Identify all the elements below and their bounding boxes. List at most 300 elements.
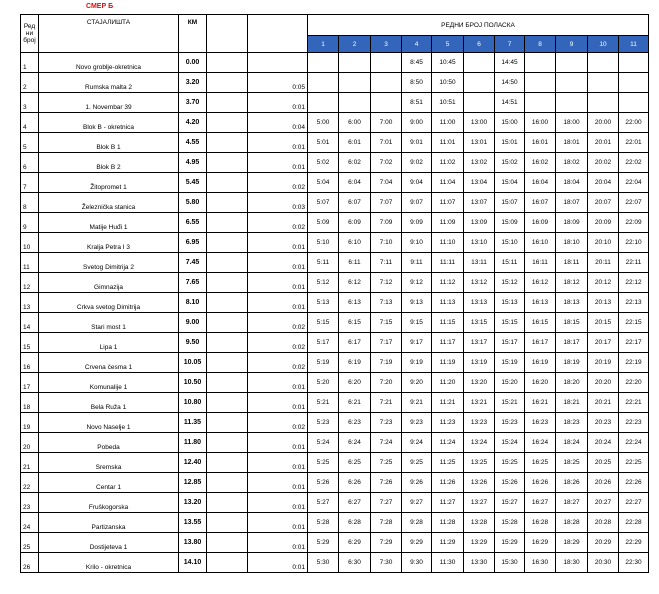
timetable — [20, 14, 649, 573]
departure-time: 7:15 — [371, 313, 402, 333]
header-blank-time — [207, 15, 248, 53]
row-number: 25 — [21, 533, 39, 553]
departure-time: 11:09 — [432, 213, 464, 233]
departure-time: 11:02 — [432, 153, 464, 173]
departure-number-header: 6 — [464, 36, 495, 53]
row-number: 20 — [21, 433, 39, 453]
departure-time: 16:29 — [525, 533, 556, 553]
row-number: 10 — [21, 233, 39, 253]
departure-time: 9:15 — [402, 313, 432, 333]
departure-time: 13:24 — [464, 433, 495, 453]
departure-time: 6:15 — [339, 313, 371, 333]
table-row — [21, 393, 649, 413]
departure-time: 16:12 — [525, 273, 556, 293]
departure-time: 6:09 — [339, 213, 371, 233]
departure-time: 20:07 — [588, 193, 619, 213]
departure-time: 11:12 — [432, 273, 464, 293]
departure-time: 5:01 — [308, 133, 339, 153]
departure-time: 15:19 — [495, 353, 525, 373]
departure-time: 22:24 — [619, 433, 649, 453]
table-row — [21, 73, 649, 93]
departure-time: 22:00 — [619, 113, 649, 133]
travel-interval: 0:01 — [248, 273, 308, 293]
departure-time: 16:27 — [525, 493, 556, 513]
stop-name: Fruškogorska — [39, 493, 179, 513]
departure-time: 18:00 — [556, 113, 588, 133]
departure-time: 13:29 — [464, 533, 495, 553]
blank-cell — [207, 553, 248, 573]
departure-time: 7:17 — [371, 333, 402, 353]
departure-time: 7:12 — [371, 273, 402, 293]
departure-time: 11:24 — [432, 433, 464, 453]
departure-time: 20:19 — [588, 353, 619, 373]
travel-interval: 0:01 — [248, 493, 308, 513]
departure-time: 18:28 — [556, 513, 588, 533]
departure-time: 6:26 — [339, 473, 371, 493]
departure-time: 11:13 — [432, 293, 464, 313]
departure-time: 20:23 — [588, 413, 619, 433]
departure-time: 16:01 — [525, 133, 556, 153]
travel-interval: 0:01 — [248, 233, 308, 253]
departure-time: 18:30 — [556, 553, 588, 573]
departure-time: 9:26 — [402, 473, 432, 493]
blank-cell — [207, 173, 248, 193]
departure-time: 13:00 — [464, 113, 495, 133]
departure-time: 5:15 — [308, 313, 339, 333]
row-number: 4 — [21, 113, 39, 133]
stop-name: 1. Novembar 39 — [39, 93, 179, 113]
departure-time: 7:00 — [371, 113, 402, 133]
stop-name: Centar 1 — [39, 473, 179, 493]
departure-time: 18:17 — [556, 333, 588, 353]
departure-time: 15:25 — [495, 453, 525, 473]
departure-time — [308, 93, 339, 113]
departure-time: 15:12 — [495, 273, 525, 293]
departure-time — [464, 93, 495, 113]
departure-time: 22:30 — [619, 553, 649, 573]
departure-time: 13:27 — [464, 493, 495, 513]
departure-time: 16:15 — [525, 313, 556, 333]
departure-time: 11:04 — [432, 173, 464, 193]
departure-time: 20:21 — [588, 393, 619, 413]
row-number: 14 — [21, 313, 39, 333]
departure-time — [339, 93, 371, 113]
departure-time: 11:26 — [432, 473, 464, 493]
departure-time: 9:28 — [402, 513, 432, 533]
stop-name: Crkva svetog Dimitrija — [39, 293, 179, 313]
blank-cell — [207, 153, 248, 173]
departure-time — [339, 53, 371, 73]
departure-time: 15:26 — [495, 473, 525, 493]
departure-time: 13:23 — [464, 413, 495, 433]
departure-time: 20:17 — [588, 333, 619, 353]
travel-interval — [248, 53, 308, 73]
departure-time: 22:02 — [619, 153, 649, 173]
departure-time: 13:25 — [464, 453, 495, 473]
departure-time: 20:09 — [588, 213, 619, 233]
departure-time: 22:21 — [619, 393, 649, 413]
departure-time: 20:27 — [588, 493, 619, 513]
table-row — [21, 233, 649, 253]
departure-time: 22:10 — [619, 233, 649, 253]
departure-time: 22:09 — [619, 213, 649, 233]
departure-time: 13:15 — [464, 313, 495, 333]
blank-cell — [207, 313, 248, 333]
departure-time: 11:30 — [432, 553, 464, 573]
departure-time: 13:30 — [464, 553, 495, 573]
departure-time: 18:26 — [556, 473, 588, 493]
departure-time: 20:13 — [588, 293, 619, 313]
departure-time — [371, 93, 402, 113]
stop-km: 3.20 — [179, 73, 207, 93]
travel-interval: 0:02 — [248, 333, 308, 353]
travel-interval: 0:01 — [248, 453, 308, 473]
departure-time: 18:09 — [556, 213, 588, 233]
departure-time — [371, 73, 402, 93]
departure-time: 18:20 — [556, 373, 588, 393]
stop-km: 13.80 — [179, 533, 207, 553]
table-row — [21, 113, 649, 133]
departure-time: 6:30 — [339, 553, 371, 573]
travel-interval: 0:02 — [248, 413, 308, 433]
departure-time: 9:02 — [402, 153, 432, 173]
stop-km: 11.80 — [179, 433, 207, 453]
departure-time: 22:29 — [619, 533, 649, 553]
table-row — [21, 473, 649, 493]
stop-km: 4.95 — [179, 153, 207, 173]
departure-time: 9:10 — [402, 233, 432, 253]
travel-interval: 0:02 — [248, 353, 308, 373]
table-row — [21, 453, 649, 473]
departure-time: 22:01 — [619, 133, 649, 153]
departure-time: 11:27 — [432, 493, 464, 513]
departure-time: 16:28 — [525, 513, 556, 533]
stop-name: Kralja Petra I 3 — [39, 233, 179, 253]
departure-time — [556, 53, 588, 73]
departure-time: 11:19 — [432, 353, 464, 373]
departure-time: 13:26 — [464, 473, 495, 493]
stop-name: Blok B 2 — [39, 153, 179, 173]
departure-time — [525, 53, 556, 73]
row-number: 12 — [21, 273, 39, 293]
departure-time: 18:13 — [556, 293, 588, 313]
departure-number-header: 9 — [556, 36, 588, 53]
stop-km: 13.55 — [179, 513, 207, 533]
departure-time: 9:07 — [402, 193, 432, 213]
departure-time: 13:12 — [464, 273, 495, 293]
departure-time: 20:24 — [588, 433, 619, 453]
blank-cell — [207, 353, 248, 373]
table-row — [21, 433, 649, 453]
stop-km: 14.10 — [179, 553, 207, 573]
departure-time: 18:07 — [556, 193, 588, 213]
stop-km: 10.80 — [179, 393, 207, 413]
blank-cell — [207, 113, 248, 133]
travel-interval: 0:01 — [248, 533, 308, 553]
stop-km: 13.20 — [179, 493, 207, 513]
stop-km: 9.00 — [179, 313, 207, 333]
departure-time: 22:25 — [619, 453, 649, 473]
departure-time: 10:51 — [432, 93, 464, 113]
departure-time: 13:13 — [464, 293, 495, 313]
departure-time: 11:10 — [432, 233, 464, 253]
stop-km: 10.05 — [179, 353, 207, 373]
header-departures-title: РЕДНИ БРОЈ ПОЛАСКА — [308, 15, 649, 36]
travel-interval: 0:03 — [248, 193, 308, 213]
departure-time: 5:26 — [308, 473, 339, 493]
row-number: 6 — [21, 153, 39, 173]
blank-cell — [207, 93, 248, 113]
departure-time — [588, 53, 619, 73]
departure-time: 15:00 — [495, 113, 525, 133]
departure-time: 15:17 — [495, 333, 525, 353]
blank-cell — [207, 213, 248, 233]
departure-time: 5:24 — [308, 433, 339, 453]
departure-time: 16:09 — [525, 213, 556, 233]
stop-km: 6.55 — [179, 213, 207, 233]
departure-time: 16:30 — [525, 553, 556, 573]
stop-name: Žitopromet 1 — [39, 173, 179, 193]
blank-cell — [207, 233, 248, 253]
departure-time — [308, 73, 339, 93]
departure-time: 5:23 — [308, 413, 339, 433]
departure-time: 6:02 — [339, 153, 371, 173]
stop-name: Železnička stanica — [39, 193, 179, 213]
stop-name: Rumska malta 2 — [39, 73, 179, 93]
departure-time: 11:07 — [432, 193, 464, 213]
departure-time: 9:09 — [402, 213, 432, 233]
travel-interval: 0:04 — [248, 113, 308, 133]
table-row — [21, 553, 649, 573]
departure-time: 16:20 — [525, 373, 556, 393]
departure-time: 20:30 — [588, 553, 619, 573]
departure-time: 18:12 — [556, 273, 588, 293]
departure-time: 7:25 — [371, 453, 402, 473]
departure-time: 7:01 — [371, 133, 402, 153]
row-number: 5 — [21, 133, 39, 153]
departure-time: 7:27 — [371, 493, 402, 513]
departure-time: 16:24 — [525, 433, 556, 453]
departure-time: 16:10 — [525, 233, 556, 253]
stop-km: 8.10 — [179, 293, 207, 313]
departure-time: 6:21 — [339, 393, 371, 413]
travel-interval: 0:05 — [248, 73, 308, 93]
departure-time: 11:00 — [432, 113, 464, 133]
departure-time: 7:30 — [371, 553, 402, 573]
departure-time: 5:10 — [308, 233, 339, 253]
departure-time: 13:20 — [464, 373, 495, 393]
departure-time: 6:24 — [339, 433, 371, 453]
departure-time: 6:19 — [339, 353, 371, 373]
blank-cell — [207, 193, 248, 213]
departure-time: 22:19 — [619, 353, 649, 373]
stop-name: Gimnazija — [39, 273, 179, 293]
departure-time: 5:04 — [308, 173, 339, 193]
stop-name: Blok B 1 — [39, 133, 179, 153]
departure-time: 18:24 — [556, 433, 588, 453]
departure-time: 7:11 — [371, 253, 402, 273]
departure-time: 7:10 — [371, 233, 402, 253]
departure-time: 9:00 — [402, 113, 432, 133]
departure-time: 18:25 — [556, 453, 588, 473]
departure-time: 9:23 — [402, 413, 432, 433]
row-number: 24 — [21, 513, 39, 533]
departure-time: 18:21 — [556, 393, 588, 413]
table-row — [21, 213, 649, 233]
departure-time: 5:13 — [308, 293, 339, 313]
departure-time: 7:21 — [371, 393, 402, 413]
stop-km: 10.50 — [179, 373, 207, 393]
blank-cell — [207, 513, 248, 533]
stop-name: Krilo - okretnica — [39, 553, 179, 573]
departure-time: 15:13 — [495, 293, 525, 313]
blank-cell — [207, 133, 248, 153]
row-number: 2 — [21, 73, 39, 93]
departure-time: 22:20 — [619, 373, 649, 393]
departure-time: 15:04 — [495, 173, 525, 193]
departure-time: 13:07 — [464, 193, 495, 213]
departure-time: 6:13 — [339, 293, 371, 313]
departure-time: 11:28 — [432, 513, 464, 533]
travel-interval: 0:01 — [248, 513, 308, 533]
departure-time: 22:26 — [619, 473, 649, 493]
departure-number-header: 7 — [495, 36, 525, 53]
stop-name: Novo Naselje 1 — [39, 413, 179, 433]
departure-time: 9:13 — [402, 293, 432, 313]
departure-time: 15:28 — [495, 513, 525, 533]
table-row — [21, 413, 649, 433]
departure-time: 20:29 — [588, 533, 619, 553]
stop-name: Komunalije 1 — [39, 373, 179, 393]
departure-time — [619, 53, 649, 73]
table-row — [21, 353, 649, 373]
stop-km: 9.50 — [179, 333, 207, 353]
stop-name: Dostijeteva 1 — [39, 533, 179, 553]
row-number: 11 — [21, 253, 39, 273]
departure-time: 15:02 — [495, 153, 525, 173]
departure-time: 13:11 — [464, 253, 495, 273]
departure-time: 22:27 — [619, 493, 649, 513]
stop-name: Svetog Dimitrija 2 — [39, 253, 179, 273]
row-number: 19 — [21, 413, 39, 433]
departure-time: 13:04 — [464, 173, 495, 193]
departure-time: 5:27 — [308, 493, 339, 513]
departure-time: 22:11 — [619, 253, 649, 273]
departure-time: 15:15 — [495, 313, 525, 333]
stop-name: Crvena česma 1 — [39, 353, 179, 373]
departure-time: 20:25 — [588, 453, 619, 473]
departure-time: 9:25 — [402, 453, 432, 473]
departure-time: 13:09 — [464, 213, 495, 233]
departure-time: 7:07 — [371, 193, 402, 213]
stop-km: 6.95 — [179, 233, 207, 253]
departure-time: 6:12 — [339, 273, 371, 293]
stop-km: 5.80 — [179, 193, 207, 213]
stop-km: 12.40 — [179, 453, 207, 473]
departure-time: 6:17 — [339, 333, 371, 353]
departure-time: 16:26 — [525, 473, 556, 493]
departure-time: 22:17 — [619, 333, 649, 353]
departure-time: 13:02 — [464, 153, 495, 173]
travel-interval: 0:01 — [248, 373, 308, 393]
departure-time: 5:17 — [308, 333, 339, 353]
departure-time — [464, 73, 495, 93]
departure-time: 15:30 — [495, 553, 525, 573]
departure-time: 16:00 — [525, 113, 556, 133]
departure-time: 6:11 — [339, 253, 371, 273]
departure-time: 5:30 — [308, 553, 339, 573]
departure-time: 5:28 — [308, 513, 339, 533]
departure-time: 18:11 — [556, 253, 588, 273]
departure-time: 11:01 — [432, 133, 464, 153]
departure-time: 6:10 — [339, 233, 371, 253]
departure-time: 22:28 — [619, 513, 649, 533]
departure-time — [588, 73, 619, 93]
departure-time: 8:51 — [402, 93, 432, 113]
departure-time: 16:07 — [525, 193, 556, 213]
departure-time: 14:51 — [495, 93, 525, 113]
departure-time: 5:25 — [308, 453, 339, 473]
departure-time: 6:25 — [339, 453, 371, 473]
departure-time: 15:10 — [495, 233, 525, 253]
departure-time: 11:25 — [432, 453, 464, 473]
departure-time: 16:17 — [525, 333, 556, 353]
stop-name: Partizanska — [39, 513, 179, 533]
departure-time: 15:23 — [495, 413, 525, 433]
stop-name: Bela Ruža 1 — [39, 393, 179, 413]
departure-time: 7:19 — [371, 353, 402, 373]
row-number: 22 — [21, 473, 39, 493]
departure-time: 5:21 — [308, 393, 339, 413]
departure-time: 9:04 — [402, 173, 432, 193]
header-stops: СТАЈАЛИШТА — [39, 15, 179, 53]
travel-interval: 0:02 — [248, 313, 308, 333]
departure-time: 16:13 — [525, 293, 556, 313]
departure-time: 22:13 — [619, 293, 649, 313]
blank-cell — [207, 533, 248, 553]
header-row-number: Ред ни број — [21, 15, 39, 53]
stop-km: 4.20 — [179, 113, 207, 133]
blank-cell — [207, 293, 248, 313]
departure-number-header: 11 — [619, 36, 649, 53]
departure-time: 15:20 — [495, 373, 525, 393]
blank-cell — [207, 53, 248, 73]
departure-time: 9:12 — [402, 273, 432, 293]
departure-time: 11:29 — [432, 533, 464, 553]
departure-time: 5:12 — [308, 273, 339, 293]
departure-time: 5:07 — [308, 193, 339, 213]
departure-time: 16:02 — [525, 153, 556, 173]
table-row — [21, 193, 649, 213]
departure-time — [371, 53, 402, 73]
travel-interval: 0:01 — [248, 553, 308, 573]
row-number: 13 — [21, 293, 39, 313]
departure-time: 20:00 — [588, 113, 619, 133]
departure-time: 15:27 — [495, 493, 525, 513]
departure-time: 7:20 — [371, 373, 402, 393]
table-row — [21, 533, 649, 553]
departure-time: 18:01 — [556, 133, 588, 153]
departure-time: 6:07 — [339, 193, 371, 213]
departure-time: 9:30 — [402, 553, 432, 573]
blank-cell — [207, 273, 248, 293]
departure-number-header: 5 — [432, 36, 464, 53]
departure-time: 6:00 — [339, 113, 371, 133]
travel-interval: 0:01 — [248, 473, 308, 493]
departure-time: 8:50 — [402, 73, 432, 93]
departure-time: 11:21 — [432, 393, 464, 413]
stop-km: 7.65 — [179, 273, 207, 293]
